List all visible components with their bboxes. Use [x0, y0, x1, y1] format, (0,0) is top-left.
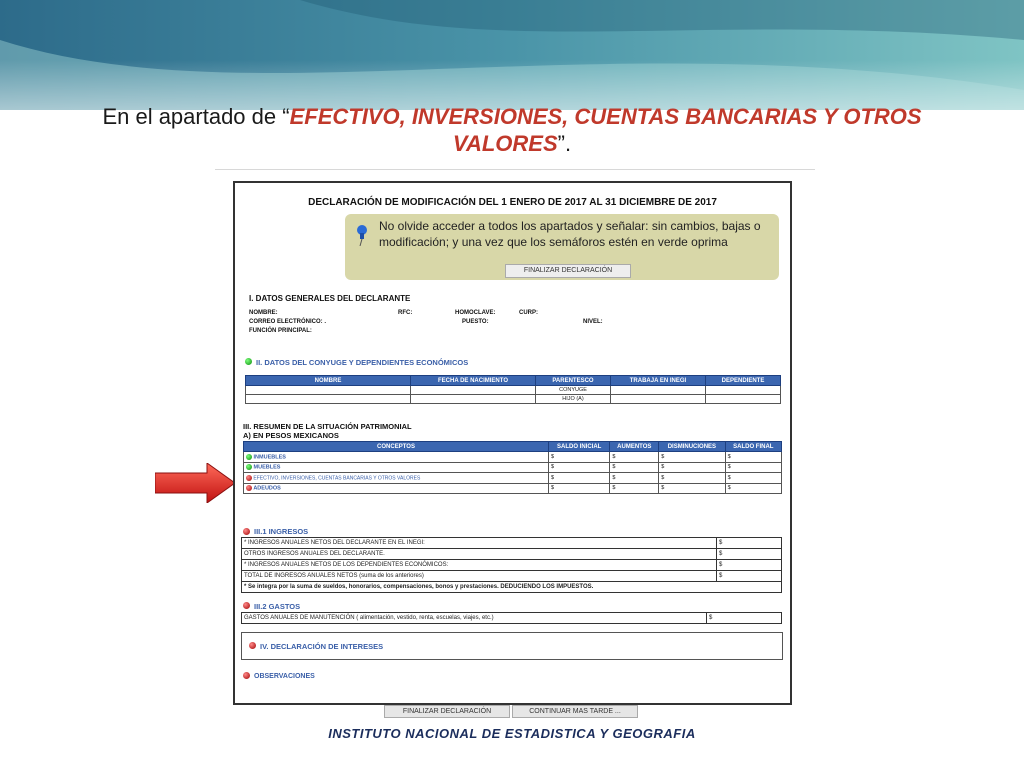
table-row [242, 560, 782, 571]
concept-adeudos[interactable] [244, 483, 549, 494]
footer-institution: INSTITUTO NACIONAL DE ESTADISTICA Y GEOGRAFIA [328, 726, 696, 741]
declaration-screenshot [233, 181, 792, 705]
cell: OTROS INGRESOS ANUALES DEL DECLARANTE. [242, 549, 717, 560]
col-saldo-inicial: SALDO INICIAL [549, 442, 610, 452]
section-datos-generales-title: I. DATOS GENERALES DEL DECLARANTE [249, 294, 411, 303]
slide-title-emphasis: EFECTIVO, INVERSIONES, CUENTAS BANCARIAS Y OTROS VALORES [289, 104, 922, 156]
table-row [242, 613, 782, 624]
slide-title-prefix: En el apartado de “ [102, 104, 290, 129]
status-red-icon [246, 485, 252, 491]
concept-label: INMUEBLES [253, 453, 286, 460]
cell: $ [725, 483, 781, 494]
cell: $ [717, 571, 782, 582]
cell: $ [659, 452, 725, 463]
status-red-icon [243, 602, 250, 609]
cell [246, 395, 411, 404]
pointer-arrow-icon [155, 463, 237, 503]
table-row [244, 462, 782, 473]
concept-label: MUEBLES [253, 464, 281, 471]
cell: HIJO (A) [536, 395, 611, 404]
cell: $ [725, 473, 781, 484]
cell: $ [549, 452, 610, 463]
col-parentesco: PARENTESCO [536, 376, 611, 386]
cell: $ [610, 473, 659, 484]
continue-later-button[interactable]: CONTINUAR MAS TARDE ... [512, 705, 638, 718]
title-divider [215, 169, 815, 170]
section-observaciones-link[interactable]: OBSERVACIONES [254, 673, 315, 680]
col-aumentos: AUMENTOS [610, 442, 659, 452]
cell: $ [717, 560, 782, 571]
table-row [244, 483, 782, 494]
concept-inmuebles[interactable] [244, 452, 549, 463]
section-gastos-link[interactable]: III.2 GASTOS [254, 602, 301, 611]
table-row [246, 395, 781, 404]
section-resumen-subtitle: A) EN PESOS MEXICANOS [243, 431, 339, 440]
cell: GASTOS ANUALES DE MANUTENCIÓN ( alimentación, vestido, renta, escuelas, viajes, etc.) [242, 613, 707, 624]
slide-title-suffix: ”. [557, 131, 572, 156]
section-resumen-title: III. RESUMEN DE LA SITUACIÓN PATRIMONIAL [243, 422, 412, 431]
pushpin-icon [356, 224, 368, 246]
notice-text: No olvide acceder a todos los apartados y señalar: sin cambios, bajas o modificación; y una vez que los semáforos estén en verde oprima [379, 219, 761, 249]
cell: TOTAL DE INGRESOS ANUALES NETOS (suma de los anteriores) [242, 571, 717, 582]
table-row [242, 538, 782, 549]
declaration-title: DECLARACIÓN DE MODIFICACIÓN DEL 1 ENERO DE 2017 AL 31 DICIEMBRE DE 2017 [308, 197, 717, 208]
section-ingresos-link[interactable]: III.1 INGRESOS [254, 527, 309, 536]
cell: $ [659, 483, 725, 494]
dependents-table [245, 375, 781, 404]
cell [411, 395, 536, 404]
label-curp: CURP: [519, 310, 538, 316]
concept-label: EFECTIVO, INVERSIONES, CUENTAS BANCARIAS Y OTROS VALORES [253, 474, 421, 481]
concept-label: ADEUDOS [253, 485, 281, 492]
slide-title [60, 103, 964, 157]
col-disminuciones: DISMINUCIONES [659, 442, 725, 452]
col-fecha: FECHA DE NACIMIENTO [411, 376, 536, 386]
col-trabaja: TRABAJA EN INEGI [611, 376, 706, 386]
status-green-icon [246, 464, 252, 470]
status-red-icon [246, 475, 252, 481]
status-red-icon [249, 642, 256, 649]
table-row [242, 582, 782, 593]
cell: $ [659, 473, 725, 484]
cell: $ [659, 462, 725, 473]
finalize-declaration-button-top[interactable]: FINALIZAR DECLARACIÓN [505, 264, 631, 278]
cell [246, 386, 411, 395]
cell: * INGRESOS ANUALES NETOS DE LOS DEPENDIENTES ECONÓMICOS: [242, 560, 717, 571]
cell: $ [725, 462, 781, 473]
label-homoclave: HOMOCLAVE: [455, 310, 496, 316]
cell: $ [610, 483, 659, 494]
status-green-icon [246, 454, 252, 460]
cell: $ [717, 549, 782, 560]
cell: $ [717, 538, 782, 549]
table-row [242, 549, 782, 560]
concept-efectivo[interactable] [244, 473, 549, 484]
cell: $ [549, 462, 610, 473]
finalize-declaration-button-bottom[interactable]: FINALIZAR DECLARACIÓN [384, 705, 510, 718]
cell: $ [549, 473, 610, 484]
col-conceptos: CONCEPTOS [244, 442, 549, 452]
cell [411, 386, 536, 395]
ingresos-note: * Se integra por la suma de sueldos, honorarios, compensaciones, bonos y prestaciones. DEDUCIENDO LOS IMPUESTOS. [242, 582, 782, 593]
status-green-icon [245, 358, 252, 365]
table-row [246, 386, 781, 395]
status-red-icon [243, 528, 250, 535]
gastos-table [241, 612, 782, 624]
table-row [244, 473, 782, 484]
cell: $ [610, 452, 659, 463]
section-conyuge-link[interactable]: II. DATOS DEL CONYUGE Y DEPENDIENTES ECONÓMICOS [256, 358, 469, 367]
label-rfc: RFC: [398, 310, 413, 316]
cell: * INGRESOS ANUALES NETOS DEL DECLARANTE EN EL INEGI: [242, 538, 717, 549]
label-nivel: NIVEL: [583, 319, 603, 325]
cell: CONYUGE [536, 386, 611, 395]
cell [611, 386, 706, 395]
cell: $ [725, 452, 781, 463]
label-correo: CORREO ELECTRÓNICO: . [249, 319, 327, 325]
cell: $ [549, 483, 610, 494]
cell [706, 386, 781, 395]
status-red-icon [243, 672, 250, 679]
table-row [244, 452, 782, 463]
col-dependiente: DEPENDIENTE [706, 376, 781, 386]
notice-box [345, 214, 779, 280]
col-nombre: NOMBRE [246, 376, 411, 386]
cell [611, 395, 706, 404]
label-nombre: NOMBRE: [249, 310, 278, 316]
label-funcion: FUNCIÓN PRINCIPAL: [249, 328, 312, 334]
cell [706, 395, 781, 404]
section-intereses-link[interactable]: IV. DECLARACIÓN DE INTERESES [260, 642, 384, 651]
table-row [242, 571, 782, 582]
ingresos-table [241, 537, 782, 593]
cell: $ [707, 613, 782, 624]
label-puesto: PUESTO: [462, 319, 489, 325]
concept-muebles[interactable] [244, 462, 549, 473]
col-saldo-final: SALDO FINAL [725, 442, 781, 452]
cell: $ [610, 462, 659, 473]
patrimonio-table [243, 441, 782, 494]
